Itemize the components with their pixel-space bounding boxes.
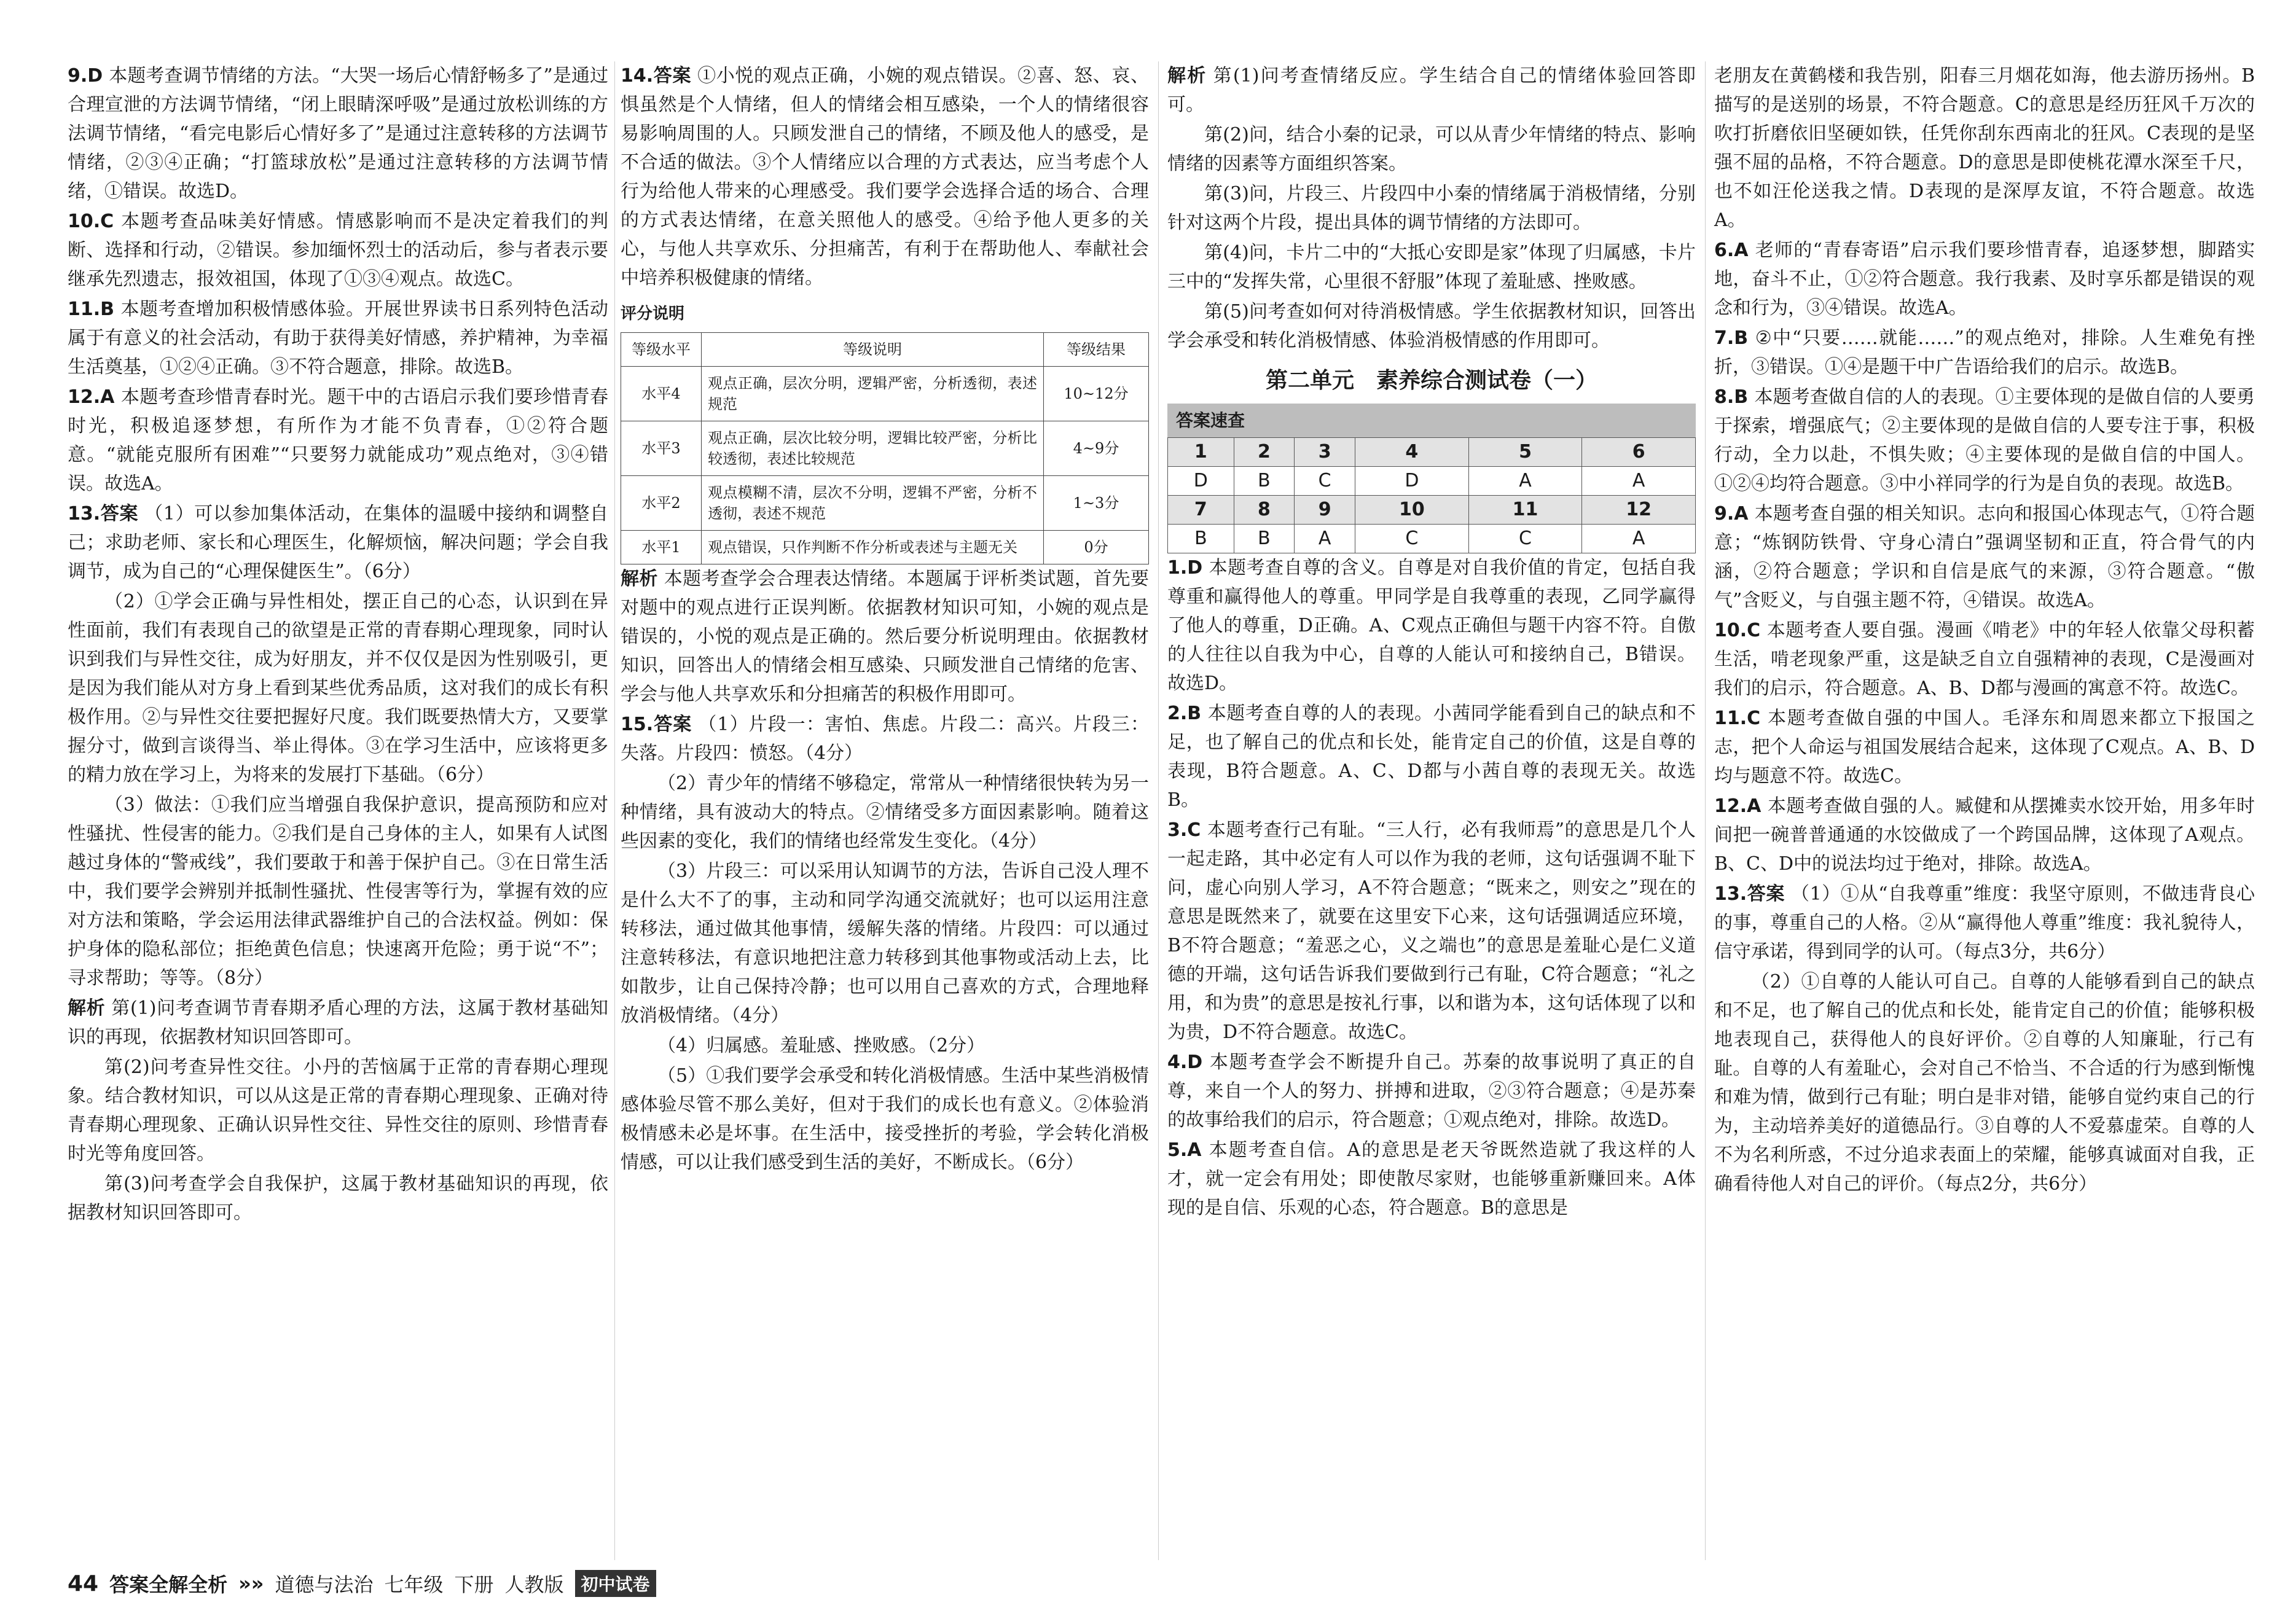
answer-key-cell: B xyxy=(1234,467,1295,496)
answer-item xyxy=(1167,816,1696,1047)
answer-key-cell: 5 xyxy=(1468,438,1582,467)
answer-key-cell: 1 xyxy=(1168,438,1234,467)
answer-paragraph: 老朋友在黄鹤楼和我告别，阳春三月烟花如海，他去游历扬州。B描写的是送别的场景，不符合题意。C的意思是经历狂风千万次的吹打折磨依旧坚硬如铁，任凭你刮东西南北的狂风。C表现的是坚强不屈的品格，不符合题意。D的意思是即使桃花潭水深至千尺，也不如汪伦送我之情。D表现的是深厚友谊，不符合题意。故选A。 xyxy=(1714,65,2255,231)
item-number: 13.答案 xyxy=(1714,883,1785,905)
item-number: 12.A xyxy=(68,386,115,408)
column-divider xyxy=(1705,61,1706,1560)
rubric-cell: 观点正确，层次分明，逻辑严密，分析透彻，表述规范 xyxy=(702,367,1044,421)
rubric-header-cell: 等级结果 xyxy=(1044,333,1149,367)
answer-paragraph: 第(2)问，结合小秦的记录，可以从青少年情绪的特点、影响情绪的因素等方面组织答案。 xyxy=(1167,124,1696,174)
footer-volume: 下册 xyxy=(454,1573,494,1596)
item-number: 8.B xyxy=(1714,386,1749,408)
answer-key-table xyxy=(1167,437,1696,553)
answer-key-cell: 4 xyxy=(1355,438,1469,467)
answer-paragraph: （2）①自尊的人能认可自己。自尊的人能够看到自己的缺点和不足，也了解自己的优点和长处，能肯定自己的价值；能够积极地表现自己，获得他人的良好评价。②自尊的人知廉耻，行己有耻。自尊的人有羞耻心，会对自己不恰当、不合适的行为感到惭愧和难为情，做到行己有耻；明白是非对错，能够自觉约束自己的行为，主动培养美好的道德品行。③自尊的人不爱慕虚荣。自尊的人不为名利所惑，不过分追求表面上的荣耀，能够真诚面对自我，正确看待他人对自己的评价。（每点2分，共6分） xyxy=(1714,971,2255,1195)
answer-key-row xyxy=(1168,496,1696,525)
answer-key-cell: A xyxy=(1582,525,1696,553)
item-text: （1）片段一：害怕、焦虑。片段二：高兴。片段三：失落。片段四：愤怒。（4分） xyxy=(621,714,1149,764)
item-text: 本题考查自尊的含义。自尊是对自我价值的肯定，包括自我尊重和赢得他人的尊重。甲同学是自我尊重的表现，乙同学赢得了他人的尊重，D正确。A、C观点正确但与题干内容不符。自傲的人往往以自我为中心，自尊的人能认可和接纳自己，B错误。故选D。 xyxy=(1167,557,1696,694)
item-number: 6.A xyxy=(1714,240,1749,261)
item-text: 本题考查做自信的人的表现。①主要体现的是做自信的人要勇于探索，增强底气；②主要体现的是做自信的人要专注于事，积极行动，全力以赴，不惧失败；④主要体现的是做自信的中国人。①②④均符合题意。③中小祥同学的行为是自负的表现。故选B。 xyxy=(1714,386,2255,494)
answer-paragraph: 第(2)问考查异性交往。小丹的苦恼属于正常的青春期心理现象。结合教材知识，可以从这是正常的青春期心理现象、正确对待青春期心理现象、正确认识异性交往、异性交往的原则、珍惜青春时光等角度回答。 xyxy=(68,1056,608,1165)
item-number: 11.C xyxy=(1714,708,1761,729)
column-2 xyxy=(621,61,1149,1178)
answer-item xyxy=(621,564,1149,709)
rubric-cell: 水平2 xyxy=(621,476,702,531)
item-text: 本题考查珍惜青春时光。题干中的古语启示我们要珍惜青春时光，积极追逐梦想，有所作为才能不负青春，①②符合题意。“就能克服所有困难”“只要努力就能成功”观点绝对，③④错误。故选A。 xyxy=(68,386,608,494)
answer-item xyxy=(1714,383,2255,498)
item-text: 本题考查做自强的人。臧健和从摆摊卖水饺开始，用多年时间把一碗普普通通的水饺做成了一个跨国品牌，这体现了A观点。B、C、D中的说法均过于绝对，排除。故选A。 xyxy=(1714,795,2255,875)
footer-arrows: »» xyxy=(238,1572,264,1595)
answer-item xyxy=(621,710,1149,768)
rubric-header-row xyxy=(621,333,1149,367)
rubric-cell: 1~3分 xyxy=(1044,476,1149,531)
answer-key-cell: 12 xyxy=(1582,496,1696,525)
answer-key-cell: D xyxy=(1355,467,1469,496)
answer-paragraph: （2）①学会正确与异性相处，摆正自己的心态，认识到在异性面前，我们有表现自己的欲望是正常的青春期心理现象，同时认识到我们与异性交往，成为好朋友，并不仅仅是因为性别吸引，更是因为我们能从对方身上看到某些优秀品质，这对我们的成长有积极作用。②与异性交往要把握好尺度。我们既要热情大方，又要掌握分寸，做到言谈得当、举止得体。③在学习生活中，应该将更多的精力放在学习上，为将来的发展打下基础。（6分） xyxy=(68,591,608,786)
item-text: 本题考查学会不断提升自己。苏秦的故事说明了真正的自尊，来自一个人的努力、拼搏和进取，②③符合题意；④是苏秦的故事给我们的启示，符合题意；①观点绝对，排除。故选D。 xyxy=(1167,1052,1696,1131)
item-number: 14.答案 xyxy=(621,65,692,87)
answer-item xyxy=(1167,1136,1696,1222)
item-text: 第(1)问考查情绪反应。学生结合自己的情绪体验回答即可。 xyxy=(1167,65,1696,115)
item-number: 10.C xyxy=(68,211,114,232)
item-number: 2.B xyxy=(1167,703,1202,724)
item-text: 本题考查增加积极情感体验。开展世界读书日系列特色活动属于有意义的社会活动，有助于获得美好情感，养护精神，为幸福生活奠基，①②④正确。③不符合题意，排除。故选B。 xyxy=(68,299,608,378)
item-number: 5.A xyxy=(1167,1139,1202,1161)
item-text: 第(1)问考查调节青春期矛盾心理的方法，这属于教材基础知识的再现，依据教材知识回答即可。 xyxy=(68,997,608,1048)
item-text: （1）①从“自我尊重”维度：我坚守原则，不做违背良心的事，尊重自己的人格。②从“赢得他人尊重”维度：我礼貌待人，信守承诺，得到同学的认可。（每点3分，共6分） xyxy=(1714,883,2255,962)
answer-key-cell: 2 xyxy=(1234,438,1295,467)
answer-key-cell: 11 xyxy=(1468,496,1582,525)
column-4 xyxy=(1714,61,2255,1200)
answer-paragraph: 第(3)问，片段三、片段四中小秦的情绪属于消极情绪，分别针对这两个片段，提出具体的调节情绪的方法即可。 xyxy=(1167,183,1696,233)
answer-paragraph: （2）青少年的情绪不够稳定，常常从一种情绪很快转为另一种情绪，具有波动大的特点。②情绪受多方面因素影响。随着这些因素的变化，我们的情绪也经常发生变化。（4分） xyxy=(621,773,1149,852)
answer-item xyxy=(68,207,608,294)
answer-paragraph: （3）做法：①我们应当增强自我保护意识，提高预防和应对性骚扰、性侵害的能力。②我们是自己身体的主人，如果有人试图越过身体的“警戒线”，我们要敢于和善于保护自己。③在日常生活中，我们要学会辨别并抵制性骚扰、性侵害等行为，掌握有效的应对方法和策略，学会运用法律武器维护自己的合法权益。例如：保护身体的隐私部位；拒绝黄色信息；快速离开危险；勇于说“不”；寻求帮助；等等。（8分） xyxy=(68,794,608,989)
item-number: 9.A xyxy=(1714,503,1749,525)
item-number: 解析 xyxy=(621,568,658,590)
item-number: 解析 xyxy=(1167,65,1207,87)
answer-item xyxy=(1167,61,1696,119)
answer-item xyxy=(1714,324,2255,381)
rubric-cell: 观点错误，只作判断不作分析或表述与主题无关 xyxy=(702,531,1044,564)
item-text: 本题考查自信。A的意思是老天爷既然造就了我这样的人才，就一定会有用处；即使散尽家财，也能够重新赚回来。A体现的是自信、乐观的心态，符合题意。B的意思是 xyxy=(1167,1139,1696,1219)
item-number: 9.D xyxy=(68,65,103,87)
answer-key-cell: A xyxy=(1582,467,1696,496)
item-text: ①小悦的观点正确，小婉的观点错误。②喜、怒、哀、惧虽然是个人情绪，但人的情绪会相互感染，一个人的情绪很容易影响周围的人。只顾发泄自己的情绪，不顾及他人的感受，是不合适的做法。③个人情绪应以合理的方式表达，应当考虑个人行为给他人带来的心理感受。我们要学会选择合适的场合、合理的方式表达情绪，在意关照他人的感受。④给予他人更多的关心，与他人共享欢乐、分担痛苦，有利于在帮助他人、奉献社会中培养积极健康的情绪。 xyxy=(621,65,1149,289)
answer-item xyxy=(1167,553,1696,698)
item-number: 13.答案 xyxy=(68,503,139,525)
answer-key-title: 答案速查 xyxy=(1167,404,1696,437)
rubric-title: 评分说明 xyxy=(621,305,685,323)
answer-key-cell: 8 xyxy=(1234,496,1295,525)
answer-key-cell: B xyxy=(1168,525,1234,553)
footer-subject: 道德与法治 xyxy=(275,1573,374,1596)
item-number: 3.C xyxy=(1167,819,1201,841)
item-text: 本题考查做自强的中国人。毛泽东和周恩来都立下报国之志，把个人命运与祖国发展结合起来，这体现了C观点。A、B、D均与题意不符。故选C。 xyxy=(1714,708,2255,787)
page-footer xyxy=(68,1569,656,1598)
rubric-cell: 观点正确，层次比较分明，逻辑比较严密，分析比较透彻，表述比较规范 xyxy=(702,421,1044,476)
item-text: （1）可以参加集体活动，在集体的温暖中接纳和调整自己；求助老师、家长和心理医生，化解烦恼，解决问题；学会自我调节，成为自己的“心理保健医生”。（6分） xyxy=(68,503,608,582)
answer-paragraph: 第(5)问考查如何对待消极情感。学生依据教材知识，回答出学会承受和转化消极情感、体验消极情感的作用即可。 xyxy=(1167,301,1696,351)
footer-edition: 人教版 xyxy=(504,1573,564,1596)
item-number: 10.C xyxy=(1714,620,1761,641)
item-text: 本题考查调节情绪的方法。“大哭一场后心情舒畅多了”是通过合理宣泄的方法调节情绪，“闭上眼睛深呼吸”是通过放松训练的方法调节情绪，“看完电影后心情好多了”是通过注意转移的方法调节情绪，②③④正确；“打篮球放松”是通过注意转移的方法调节情绪，①错误。故选D。 xyxy=(68,65,608,202)
answer-key-cell: B xyxy=(1234,525,1295,553)
rubric-cell: 4~9分 xyxy=(1044,421,1149,476)
rubric-table xyxy=(621,332,1149,564)
rubric-cell: 水平1 xyxy=(621,531,702,564)
column-1 xyxy=(68,61,608,1228)
answer-key-cell: 3 xyxy=(1295,438,1355,467)
page-number: 44 xyxy=(68,1571,99,1596)
answer-key-cell: A xyxy=(1468,467,1582,496)
answer-item xyxy=(1714,792,2255,878)
answer-item xyxy=(68,499,608,586)
item-number: 解析 xyxy=(68,997,106,1019)
item-number: 12.A xyxy=(1714,795,1762,817)
answer-item xyxy=(621,61,1149,292)
section-title: 第二单元 素养综合测试卷（一） xyxy=(1265,368,1597,393)
rubric-row xyxy=(621,531,1149,564)
rubric-cell: 10~12分 xyxy=(1044,367,1149,421)
column-divider xyxy=(1158,61,1159,1560)
answer-paragraph: 第(3)问考查学会自我保护，这属于教材基础知识的再现，依据教材知识回答即可。 xyxy=(68,1173,608,1224)
item-text: 本题考查学会合理表达情绪。本题属于评析类试题，首先要对题中的观点进行正误判断。依据教材知识可知，小婉的观点是错误的，小悦的观点是正确的。然后要分析说明理由。依据教材知识，回答出人的情绪会相互感染、只顾发泄自己情绪的危害、学会与他人共享欢乐和分担痛苦的积极作用即可。 xyxy=(621,568,1150,705)
rubric-cell: 水平3 xyxy=(621,421,702,476)
answer-key-cell: C xyxy=(1295,467,1355,496)
item-text: 本题考查行己有耻。“三人行，必有我师焉”的意思是几个人一起走路，其中必定有人可以作为我的老师，这句话强调不耻下问，虚心向别人学习，A不符合题意；“既来之，则安之”现在的意思是既然来了，就要在这里安下心来，这句话强调适应环境，B不符合题意；“羞恶之心，义之端也”的意思是羞耻心是仁义道德的开端，这句话告诉我们要做到行己有耻，C符合题意；“礼之用，和为贵”的意思是按礼行事，以和谐为本，这句话体现了以和为贵，D不符合题意。故选C。 xyxy=(1167,819,1696,1043)
answer-item xyxy=(1714,880,2255,966)
answer-item xyxy=(1714,236,2255,322)
answer-paragraph: （3）片段三：可以采用认知调节的方法，告诉自己没人理不是什么大不了的事，主动和同学沟通交流就好；也可以运用注意转移法，通过做其他事情，缓解失落的情绪。片段四：可以通过注意转移法，有意识地把注意力转移到其他事物或活动上去，比如散步，让自己保持冷静；也可以用自己喜欢的方式，合理地释放消极情绪。（4分） xyxy=(621,861,1149,1026)
item-text: ②中“只要……就能……”的观点绝对，排除。人生难免有挫折，③错误。①④是题干中广告语给我们的启示。故选B。 xyxy=(1714,327,2255,378)
footer-title: 答案全解全析 xyxy=(109,1573,228,1596)
item-number: 1.D xyxy=(1167,557,1203,579)
rubric-row xyxy=(621,476,1149,531)
item-text: 本题考查自尊的人的表现。小茜同学能看到自己的缺点和不足，也了解自己的优点和长处，能肯定自己的价值，这是自尊的表现，B符合题意。A、C、D都与小茜自尊的表现无关。故选B。 xyxy=(1167,703,1696,811)
item-number: 15.答案 xyxy=(621,714,692,735)
answer-key-row xyxy=(1168,438,1696,467)
footer-badge: 初中试卷 xyxy=(575,1570,656,1597)
column-divider xyxy=(614,61,615,1560)
answer-paragraph: （5）①我们要学会承受和转化消极情感。生活中某些消极情感体验尽管不那么美好，但对于我们的成长也有意义。②体验消极情感未必是坏事。在生活中，接受挫折的考验，学会转化消极情感，可以让我们感受到生活的美好，不断成长。（6分） xyxy=(621,1065,1149,1173)
item-text: 本题考查自强的相关知识。志向和报国心体现志气，①符合题意；“炼钢防铁骨、守身心清白”强调坚韧和正直，符合骨气的内涵，②符合题意；学识和自信是底气的来源，③符合题意。“傲气”含贬义，与自强主题不符，④错误。故选A。 xyxy=(1714,503,2255,611)
answer-item xyxy=(1714,704,2255,791)
answer-key-cell: 10 xyxy=(1355,496,1469,525)
rubric-row xyxy=(621,421,1149,476)
rubric-cell: 0分 xyxy=(1044,531,1149,564)
answer-key-cell: C xyxy=(1355,525,1469,553)
answer-item xyxy=(68,295,608,381)
item-text: 本题考查品味美好情感。情感影响而不是决定着我们的判断、选择和行动，②错误。参加缅怀烈士的活动后，参与者表示要继承先烈遗志，报效祖国，体现了①③④观点。故选C。 xyxy=(68,211,608,290)
rubric-cell: 水平4 xyxy=(621,367,702,421)
answer-item xyxy=(68,994,608,1052)
item-number: 7.B xyxy=(1714,327,1749,349)
answer-key-cell: D xyxy=(1168,467,1234,496)
footer-grade: 七年级 xyxy=(384,1573,444,1596)
column-3 xyxy=(1167,61,1696,1224)
answer-key-cell: A xyxy=(1295,525,1355,553)
answer-item xyxy=(68,61,608,206)
answer-key-cell: 9 xyxy=(1295,496,1355,525)
answer-paragraph: （4）归属感。羞耻感、挫败感。（2分） xyxy=(657,1035,986,1056)
answer-item xyxy=(1167,699,1696,814)
rubric-header-cell: 等级说明 xyxy=(702,333,1044,367)
item-text: 本题考查人要自强。漫画《啃老》中的年轻人依靠父母积蓄生活，啃老现象严重，这是缺乏自立自强精神的表现，C是漫画对我们的启示，符合题意。A、B、D都与漫画的寓意不符。故选C。 xyxy=(1714,620,2255,699)
answer-item xyxy=(1714,616,2255,703)
answer-key-row xyxy=(1168,467,1696,496)
item-number: 11.B xyxy=(68,299,115,320)
answer-paragraph: 第(4)问，卡片二中的“大抵心安即是家”体现了归属感，卡片三中的“发挥失常，心里很不舒服”体现了羞耻感、挫败感。 xyxy=(1167,242,1696,292)
rubric-row xyxy=(621,367,1149,421)
rubric-header-cell: 等级水平 xyxy=(621,333,702,367)
item-text: 老师的“青春寄语”启示我们要珍惜青春，追逐梦想，脚踏实地，奋斗不止，①②符合题意。我行我素、及时享乐都是错误的观念和行为，③④错误。故选A。 xyxy=(1714,240,2255,319)
answer-key-cell: 6 xyxy=(1582,438,1696,467)
answer-key-cell: C xyxy=(1468,525,1582,553)
answer-item xyxy=(68,383,608,498)
answer-item xyxy=(1167,1048,1696,1134)
answer-key-cell: 7 xyxy=(1168,496,1234,525)
rubric-cell: 观点模糊不清，层次不分明，逻辑不严密，分析不透彻，表述不规范 xyxy=(702,476,1044,531)
answer-key-row xyxy=(1168,525,1696,553)
answer-item xyxy=(1714,499,2255,615)
item-number: 4.D xyxy=(1167,1052,1203,1073)
